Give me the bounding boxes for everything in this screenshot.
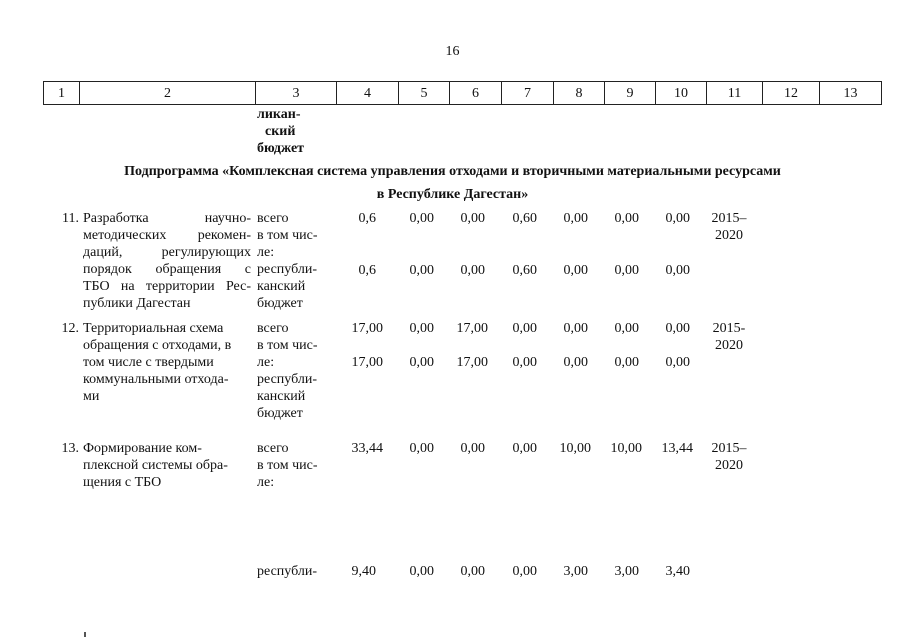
row-number: 13.: [61, 441, 79, 456]
name-line: том числе с твердыми: [83, 355, 214, 370]
header-cell: 8: [554, 82, 605, 105]
period: [704, 210, 754, 244]
value-total: 0,00: [409, 211, 434, 226]
header-cell: 11: [707, 82, 763, 105]
period: [704, 320, 754, 354]
value-total: 0,00: [563, 321, 588, 336]
name-line: ми: [83, 389, 100, 404]
header-cell: 6: [450, 82, 502, 105]
header-cell: 13: [820, 82, 882, 105]
column-number-header: [43, 81, 882, 105]
continuation-line: ликан-: [257, 107, 301, 122]
name-line: ТБО на территории Рес-: [83, 279, 251, 294]
value-total: 0,00: [460, 441, 485, 456]
value-total: 0,00: [512, 441, 537, 456]
header-cell: 7: [502, 82, 554, 105]
value-total: 17,00: [456, 321, 488, 336]
value-budget: 0,00: [409, 355, 434, 370]
name-line: публики Дагестан: [83, 296, 191, 311]
value-budget: 0,00: [409, 564, 434, 579]
value-budget: 9,40: [351, 564, 376, 579]
value-budget: 0,00: [614, 263, 639, 278]
funding-source: республи-: [257, 564, 317, 579]
value-total: 17,00: [351, 321, 383, 336]
source-line: ле:: [257, 245, 275, 260]
period: [704, 440, 754, 474]
name-line: даций, регулирующих: [83, 245, 251, 260]
value-budget: 0,60: [512, 263, 537, 278]
value-budget: 0,00: [512, 564, 537, 579]
measure-name: [83, 440, 251, 491]
continuation-line: бюджет: [257, 141, 305, 156]
value-budget: 17,00: [351, 355, 383, 370]
value-budget: 0,00: [665, 263, 690, 278]
value-budget: 3,40: [665, 564, 690, 579]
source-line: в том чис-: [257, 458, 318, 473]
value-budget: 3,00: [563, 564, 588, 579]
value-budget: 3,00: [614, 564, 639, 579]
value-total: 10,00: [559, 441, 591, 456]
name-line: порядок обращения с: [83, 262, 251, 277]
header-cell: 4: [337, 82, 399, 105]
value-total: 0,00: [665, 211, 690, 226]
name-line: Территориальная схема: [83, 321, 224, 336]
value-total: 0,00: [614, 211, 639, 226]
value-budget: 0,00: [460, 564, 485, 579]
value-total: 0,00: [665, 321, 690, 336]
value-total: 13,44: [661, 441, 693, 456]
scan-mark: [84, 632, 86, 637]
header-cell: 1: [44, 82, 80, 105]
source-line: в том чис-: [257, 228, 318, 243]
measure-name: [83, 320, 251, 405]
name-line: щения с ТБО: [83, 475, 162, 490]
header-cell: 9: [605, 82, 656, 105]
name-line: Разработка научно-: [83, 211, 251, 226]
source-line: канский: [257, 389, 306, 404]
name-line: коммунальными отхода-: [83, 372, 229, 387]
value-budget: 0,00: [460, 263, 485, 278]
period-start: 2015–: [711, 211, 747, 226]
measure-name: [83, 210, 251, 312]
value-total: 0,60: [512, 211, 537, 226]
source-line: канский: [257, 279, 306, 294]
subprogram-title: Подпрограмма «Комплексная система управления отходами и вторичными материальными ресурсами: [124, 164, 781, 179]
page-number: 16: [445, 44, 460, 59]
value-budget: 0,00: [409, 263, 434, 278]
value-total: 0,00: [460, 211, 485, 226]
name-line: обращения с отходами, в: [83, 338, 232, 353]
value-total: 0,00: [614, 321, 639, 336]
source-line: республи-: [257, 372, 317, 387]
value-total: 0,00: [512, 321, 537, 336]
header-cell: 3: [256, 82, 337, 105]
source-line: республи-: [257, 262, 317, 277]
value-budget: 0,6: [358, 263, 376, 278]
value-total: 0,00: [409, 441, 434, 456]
source-line: всего: [257, 441, 289, 456]
header-cell: 10: [656, 82, 707, 105]
period-end: 2020: [715, 338, 743, 353]
period-end: 2020: [715, 458, 743, 473]
period-start: 2015–: [711, 441, 747, 456]
value-budget: 0,00: [665, 355, 690, 370]
header-cell: 5: [399, 82, 450, 105]
value-total: 10,00: [610, 441, 642, 456]
header-cell: 12: [763, 82, 820, 105]
header-cell: 2: [80, 82, 256, 105]
period-start: 2015-: [712, 321, 746, 336]
value-budget: 0,00: [614, 355, 639, 370]
row-number: 12.: [61, 321, 79, 336]
value-total: 33,44: [351, 441, 383, 456]
source-line: ле:: [257, 475, 275, 490]
row-number: 11.: [62, 211, 79, 226]
value-budget: 0,00: [563, 263, 588, 278]
source-line: ле:: [257, 355, 275, 370]
subprogram-title-cont: в Республике Дагестан»: [376, 187, 529, 202]
value-budget: 0,00: [512, 355, 537, 370]
continuation-line: ский: [265, 124, 296, 139]
value-total: 0,6: [358, 211, 376, 226]
source-line: бюджет: [257, 406, 303, 421]
source-line: бюджет: [257, 296, 303, 311]
value-budget: 0,00: [563, 355, 588, 370]
source-line: всего: [257, 321, 289, 336]
source-line: всего: [257, 211, 289, 226]
name-line: методических рекомен-: [83, 228, 251, 243]
value-total: 0,00: [563, 211, 588, 226]
name-line: Формирование ком-: [83, 441, 202, 456]
value-total: 0,00: [409, 321, 434, 336]
period-end: 2020: [715, 228, 743, 243]
value-budget: 17,00: [456, 355, 488, 370]
name-line: плексной системы обра-: [83, 458, 228, 473]
source-line: в том чис-: [257, 338, 318, 353]
